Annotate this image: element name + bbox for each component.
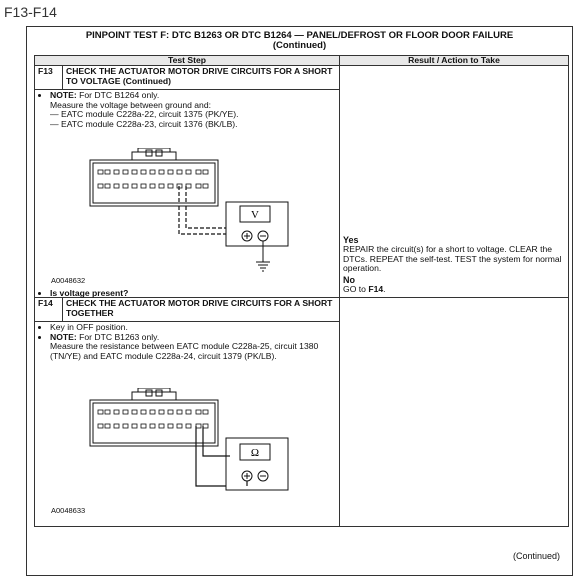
f13-no-label: No xyxy=(343,274,356,285)
f13-no-text xyxy=(343,285,565,294)
pinpoint-test-title xyxy=(27,31,572,51)
f13-measure: Measure the voltage between ground and: xyxy=(50,99,212,110)
title-line-2: (Continued) xyxy=(272,40,327,51)
f14-note-text: For DTC B1263 only. xyxy=(76,331,160,342)
f13-meter-label: V xyxy=(251,209,259,222)
title-line-1: PINPOINT TEST F: DTC B1263 OR DTC B1264 — PANEL/DEFROST OR FLOOR DOOR FAILURE xyxy=(85,30,514,41)
f13-item-1: — EATC module C228a-22, circuit 1375 (PK/YE). xyxy=(50,109,239,120)
f13-item-2: — EATC module C228a-23, circuit 1376 (BK/LB). xyxy=(50,118,238,129)
continued-label: (Continued) xyxy=(512,551,560,561)
f13-note-label: NOTE: xyxy=(50,90,77,101)
f14-ohmmeter-diagram xyxy=(80,388,320,498)
page-label: F13-F14 xyxy=(4,4,57,20)
f13-code: F13 xyxy=(35,66,63,90)
f13-yes-label: Yes xyxy=(343,234,359,245)
f13-no-prefix: GO to xyxy=(343,284,369,294)
f13-note-text: For DTC B1264 only. xyxy=(76,90,160,101)
test-step-header: Test Step xyxy=(35,56,340,66)
pinpoint-test-table xyxy=(34,55,569,527)
procedure-frame xyxy=(26,26,573,576)
f14-note-label: NOTE: xyxy=(50,331,77,342)
f13-result-cell xyxy=(340,66,569,298)
f14-result-cell xyxy=(340,298,569,527)
f13-yes-text: REPAIR the circuit(s) for a short to voltage. CLEAR the DTCs. REPEAT the self-test. TEST the system for normal operation. xyxy=(343,244,562,274)
f13-question: • Is voltage present? xyxy=(50,289,128,298)
f14-measure: Measure the resistance between EATC module C228a-25, circuit 1380 (TN/YE) and EATC module C228a-24, circuit 1379 (PK/LB). xyxy=(50,341,319,361)
f13-figure-id: A0048632 xyxy=(51,276,86,286)
f13-no-target-link[interactable]: F14 xyxy=(368,284,384,294)
result-header: Result / Action to Take xyxy=(340,56,569,66)
f14-meter-label: Ω xyxy=(250,447,260,460)
f14-code: F14 xyxy=(35,298,63,322)
f13-voltmeter-diagram xyxy=(80,148,320,276)
f13-no-suffix: . xyxy=(383,284,386,294)
f13-header: CHECK THE ACTUATOR MOTOR DRIVE CIRCUITS FOR A SHORT TO VOLTAGE (Continued) xyxy=(63,66,340,90)
f14-header: CHECK THE ACTUATOR MOTOR DRIVE CIRCUITS FOR A SHORT TOGETHER xyxy=(63,298,340,322)
f14-steps xyxy=(35,322,340,527)
f14-bullet-1: • Key in OFF position. xyxy=(50,323,336,332)
f14-figure-id: A0048633 xyxy=(51,506,86,516)
f13-results xyxy=(343,236,565,294)
f13-steps xyxy=(35,90,340,298)
